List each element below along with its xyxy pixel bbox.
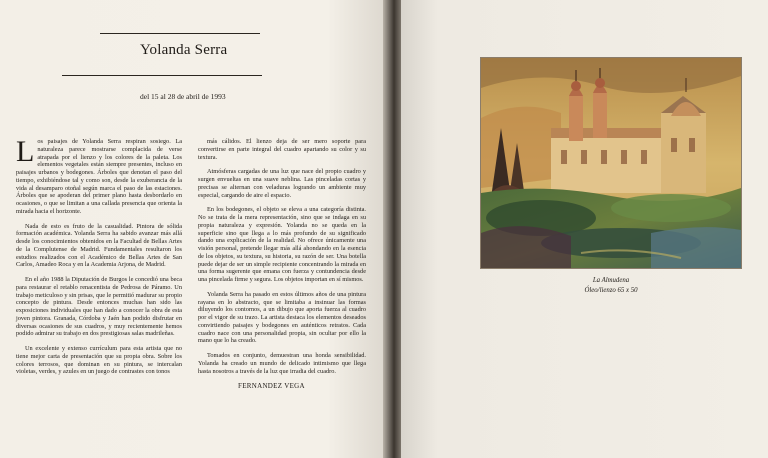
title-rule-top <box>100 33 260 34</box>
article-title: Yolanda Serra <box>140 42 228 58</box>
paragraph: En los bodegones, el objeto se eleva a una categoría distinta. No se trata de la mera representación, sino que se indaga en su propia naturaleza y expresión. Yolanda no se queda en la superficie sino que llega a lo más profundo de su significado dando una explicación de la realidad. No ofrece únicamente una visión personal, pretende llegar más allá ahondando en la esencia de los objetos, su textura, su historia, su razón de ser. Una botella puede dejar de ser un simple recipiente concentrando la mirada en una forma sugerente que emana con fuerza y contundencia desde una pincelada firme y segura. Los objetos importan en sí mismos. <box>198 206 366 283</box>
paragraph: Nada de esto es fruto de la casualidad. Pintora de sólida formación académica. Yolanda Serra ha sabido avanzar más allá desde los conocimientos obtenidos en la Facultad de Bellas Artes de la Complutense de Madrid. Fundamentales resultaron los estudios realizados con el Académico de Bellas Artes de San Carlos, Amadeo Roca y en la Academia Arjona, de Madrid. <box>16 222 182 269</box>
exhibition-dates: del 15 al 28 de abril de 1993 <box>140 92 226 101</box>
painting-title-caption: La Almudena <box>592 277 630 284</box>
painting-detail-caption: Óleo/lienzo 65 x 50 <box>584 287 638 294</box>
paragraph: En el año 1988 la Diputación de Burgos le concedió una beca para restaurar el retablo renacentista de Pedrosa de Páramo. Un trabajo meticuloso y sin prisas, que le permitió madurar su propio concepto de pintura. Desde entonces muchas han sido las exposiciones individuales que han dado a conocer la obra de esta joven pintora. Granada, Córdoba y Jaén han podido disfrutar en diversas ocasiones de sus cuadros, y muy recientemente hemos podido admirar su trabajo en dos prestigiosas salas madrileñas. <box>16 276 182 338</box>
text-column-2 <box>198 138 366 398</box>
painting-la-almudena <box>481 58 741 268</box>
paragraph: Atmósferas cargadas de una luz que nace del propio cuadro y surgen envueltas en una suave neblina. Las pinceladas cortas y precisas se alternan con veladuras logrando un ambiente muy especial, cargando de aire el espacio. <box>198 168 366 199</box>
author-signature: FERNANDEZ VEGA <box>238 382 305 391</box>
text-column-1 <box>16 135 182 383</box>
right-page <box>401 0 768 458</box>
drop-cap: L <box>16 135 35 168</box>
paragraph: más cálidos. El lienzo deja de ser mero soporte para convertirse en parte integral del cuadro apartando su color y su textura. <box>198 138 366 161</box>
cathedral-painting-image <box>481 58 741 268</box>
paragraph: Los paisajes de Yolanda Serra respiran sosiego. La naturaleza parece mostrarse complacida de verse atrapada por el lienzo y los colores de la paleta. Los elementos vegetales están siempre presentes, incluso en paisajes urbanos y bodegones. Árboles que denotan el paso del tiempo, exhibiéndose tal y como son, desde la exuberancia de la vida al desamparo otoñal según marca el paso de las estaciones. Árboles que se apoderan del primer plano hasta desbordarlo en ocasiones, o que se limitan a una callada presencia que orienta la mirada hacia el horizonte. <box>16 135 182 215</box>
paragraph: Tomados en conjunto, demuestran una honda sensibilidad. Yolanda ha creado un mundo de delicado intimismo que llega hasta nosotros a través de la luz que irradia del cuadro. <box>198 352 366 375</box>
book-gutter <box>383 0 403 458</box>
paragraph: Yolanda Serra ha pasado en estos últimos años de una pintura rayana en lo abstracto, que se limitaba a insinuar las formas diluyendo los contornos, a un dibujo que aporta fuerza al cuadro por el vigor de su trazo. La artista destaca los elementos deseados convirtiendo paisajes y bodegones en auténticos retratos. Cada cuadro nace con una personalidad propia, sin ocultar por ello la mano que lo ha creado. <box>198 290 366 345</box>
title-rule-bottom <box>62 75 262 76</box>
paragraph: Un excelente y extenso currículum para esta artista que no tiene mejor carta de presentación que su propia obra. Sobre los colores terrosos, que dominan en su pintura, se intercalan violetas, verdes, y azules en un juego de contrastes con tonos <box>16 345 182 376</box>
